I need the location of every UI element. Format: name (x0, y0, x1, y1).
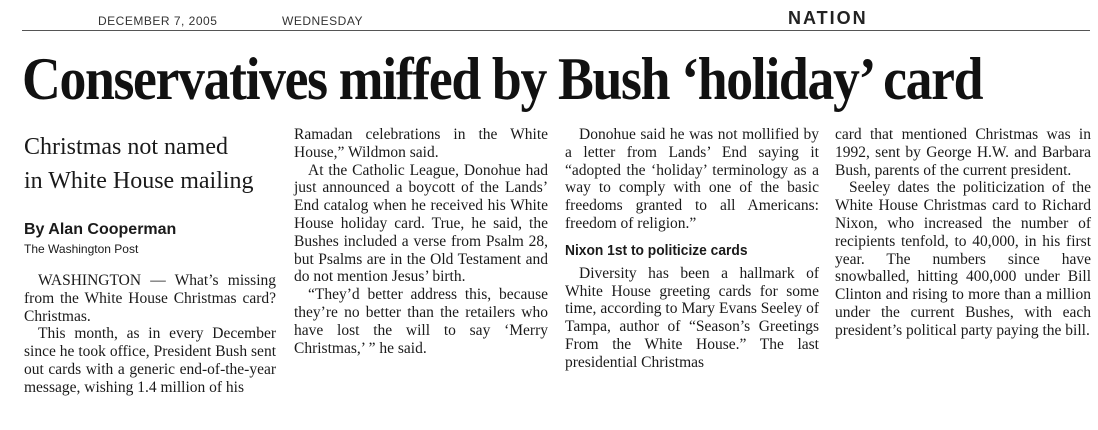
paragraph: Diversity has been a hallmark of White House greeting cards for some time, according to Mary Evans Seeley of Tampa, author of “Season’s Greetings From the White House.” The last presidential Christmas (565, 264, 819, 371)
section-label: NATION (788, 8, 868, 28)
deck-line-1: Christmas not named (24, 134, 228, 160)
column-2 (294, 126, 548, 357)
deck (24, 130, 276, 198)
masthead-date: DECEMBER 7, 2005 (98, 14, 218, 28)
paragraph: Ramadan celebrations in the White House,” Wildmon said. (294, 126, 548, 161)
byline-credit: The Washington Post (24, 242, 139, 256)
column-1 (24, 126, 276, 397)
headline: Conservatives miffed by Bush ‘holiday’ card (22, 46, 983, 112)
subhead: Nixon 1st to politicize cards (565, 241, 748, 259)
paragraph: At the Catholic League, Donohue had just announced a boycott of the Lands’ End catalog when he received his White House holiday card. True, he said, the Bushes included a verse from Psalm 28, but Psalms are in the Old Testament and do not mention Jesus’ birth. (294, 161, 548, 286)
paragraph: card that mentioned Christmas was in 1992, sent by George H.W. and Barbara Bush, parents of the current president. (835, 126, 1091, 179)
masthead (0, 0, 1098, 36)
deck-line-2: in White House mailing (24, 168, 254, 194)
column-3 (565, 126, 819, 372)
masthead-rule (22, 30, 1090, 31)
paragraph: “They’d better address this, because they’re no better than the retailers who have lost the will to say ‘Merry Christmas,’ ” he said. (294, 286, 548, 357)
paragraph: Seeley dates the politicization of the White House Christmas card to Richard Nixon, who increased the number of recipients tenfold, to 40,000, in his first year. The numbers since have snowballed, hitting 400,000 under Bill Clinton and rising to more than a million under the current Bushes, with each president’s political party paying the bill. (835, 179, 1091, 339)
paragraph: WASHINGTON — What’s missing from the White House Christmas card? Christmas. (24, 272, 276, 325)
column-4 (835, 126, 1091, 340)
masthead-day: WEDNESDAY (282, 14, 363, 28)
paragraph: This month, as in every December since he took office, President Bush sent out cards with a generic end-of-the-year message, wishing 1.4 million of his (24, 325, 276, 396)
byline: By Alan Cooperman (24, 221, 177, 238)
paragraph: Donohue said he was not mollified by a letter from Lands’ End saying it “adopted the ‘holiday’ terminology as a way to comply with one of the basic freedoms granted to all Americans: freedom of religion.” (565, 126, 819, 232)
